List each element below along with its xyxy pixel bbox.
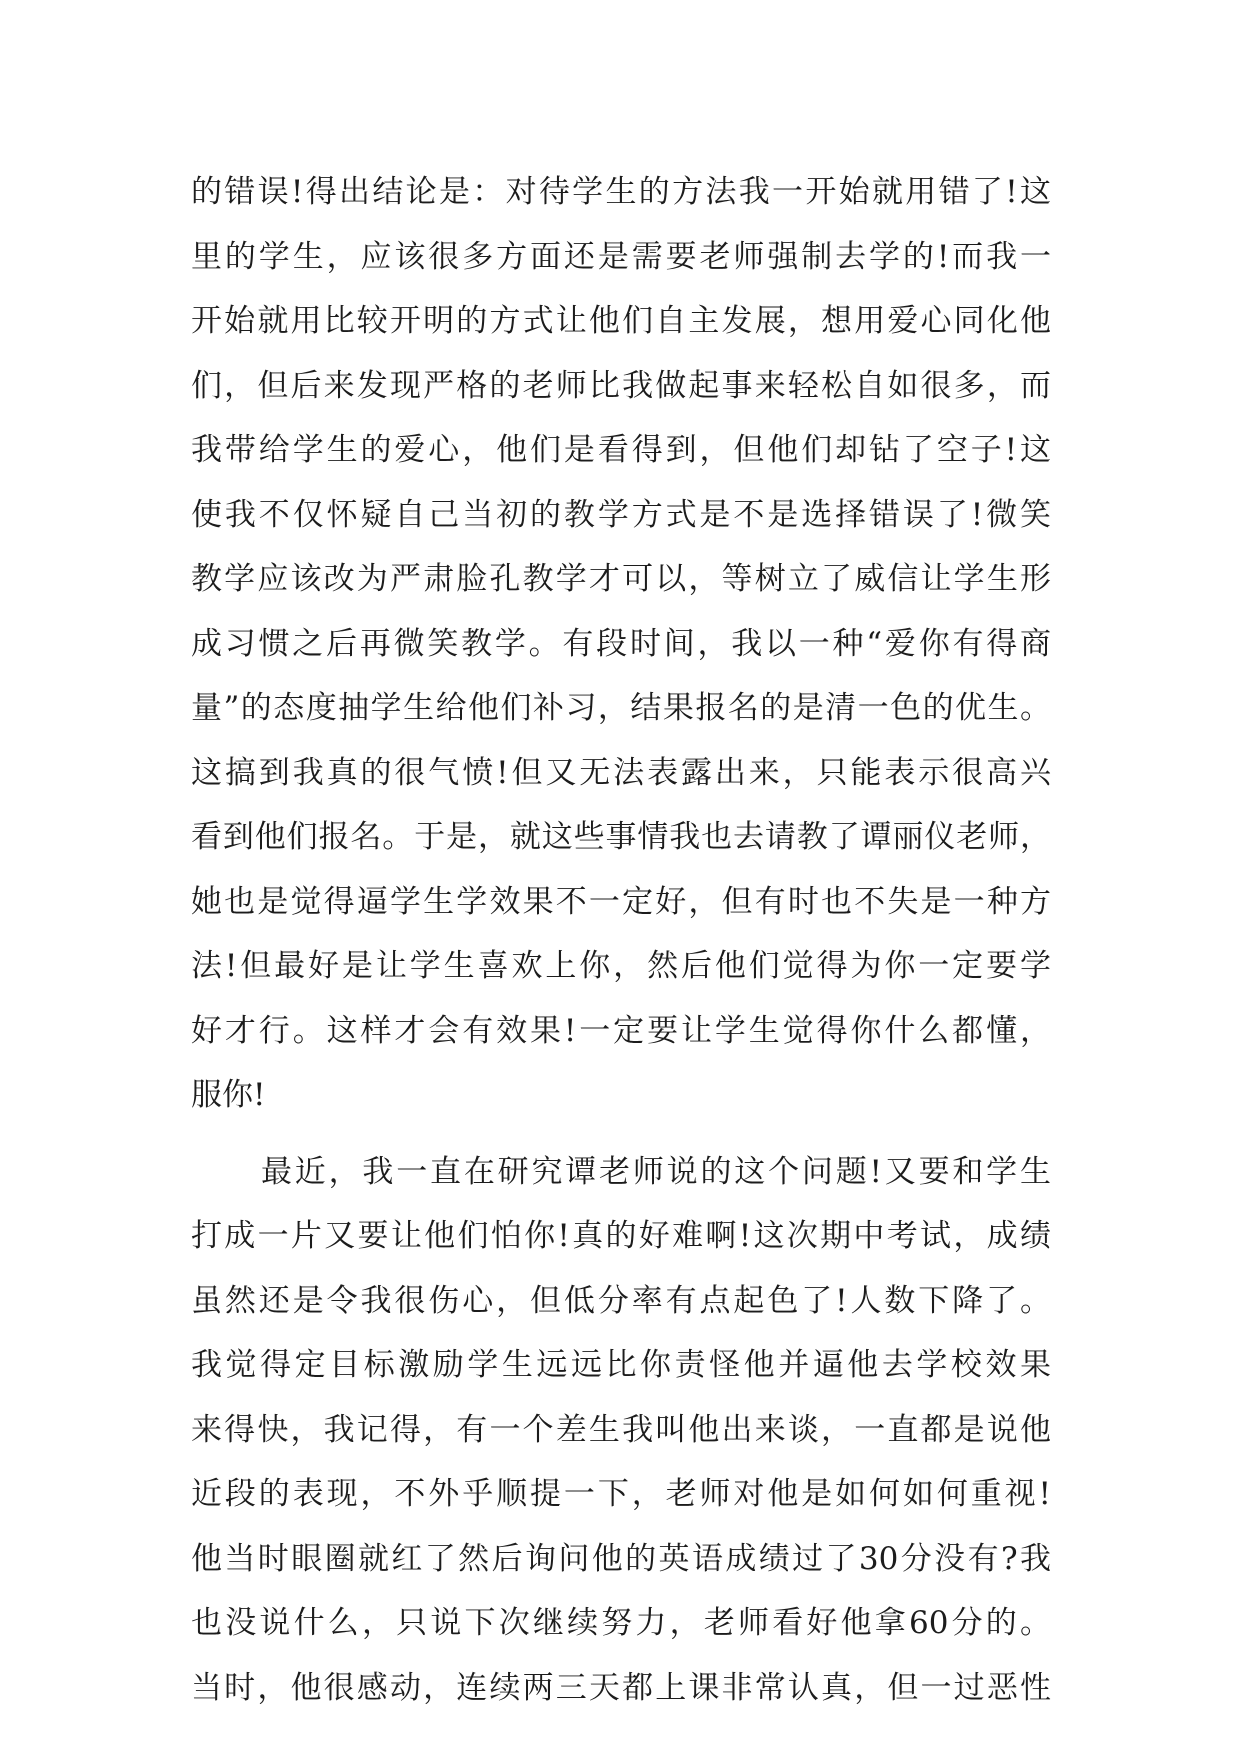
paragraph-spacer — [191, 1128, 1051, 1140]
paragraph-1-line-2: 里的学生，应该很多方面还是需要老师强制去学的!而我一 — [191, 238, 1051, 275]
paragraph-2-line-5: 来得快，我记得，有一个差生我叫他出来谈，一直都是说他 — [191, 1411, 1051, 1448]
paragraph-1-line-8: 成习惯之后再微笑教学。有段时间，我以一种“爱你有得商 — [191, 625, 1051, 662]
paragraph-1-line-9: 量”的态度抽学生给他们补习，结果报名的是清一色的优生。 — [191, 690, 1051, 726]
paragraph-1-line-6: 使我不仅怀疑自己当初的教学方式是不是选择错误了!微笑 — [191, 496, 1051, 533]
paragraph-1-line-1: 的错误!得出结论是：对待学生的方法我一开始就用错了!这 — [191, 174, 1051, 210]
paragraph-2-line-2: 打成一片又要让他们怕你!真的好难啊!这次期中考试，成绩 — [191, 1218, 1051, 1254]
paragraph-1-line-3: 开始就用比较开明的方式让他们自主发展，想用爱心同化他 — [191, 303, 1051, 339]
paragraph-2-line-7: 他当时眼圈就红了然后询问他的英语成绩过了30分没有?我 — [191, 1540, 1051, 1577]
document-body — [191, 160, 1051, 1720]
paragraph-1-line-13: 法!但最好是让学生喜欢上你，然后他们觉得为你一定要学 — [191, 948, 1051, 984]
paragraph-1-line-14: 好才行。这样才会有效果!一定要让学生觉得你什么都懂， — [191, 1012, 1051, 1049]
paragraph-2-line-1: 最近，我一直在研究谭老师说的这个问题!又要和学生 — [261, 1153, 1051, 1190]
paragraph-2-line-8: 也没说什么，只说下次继续努力，老师看好他拿60分的。 — [191, 1605, 1051, 1641]
paragraph-1-line-5: 我带给学生的爱心，他们是看得到，但他们却钻了空子!这 — [191, 432, 1051, 468]
paragraph-1-line-7: 教学应该改为严肃脸孔教学才可以，等树立了威信让学生形 — [191, 561, 1051, 597]
paragraph-1-line-4: 们，但后来发现严格的老师比我做起事来轻松自如很多，而 — [191, 367, 1051, 404]
paragraph-2-line-4: 我觉得定目标激励学生远远比你责怪他并逼他去学校效果 — [191, 1347, 1051, 1383]
paragraph-1-line-11: 看到他们报名。于是，就这些事情我也去请教了谭丽仪老师， — [191, 819, 1051, 855]
paragraph-2-line-6: 近段的表现，不外乎顺提一下，老师对他是如何如何重视! — [191, 1476, 1051, 1512]
paragraph-1-line-10: 这搞到我真的很气愤!但又无法表露出来，只能表示很高兴 — [191, 754, 1051, 791]
paragraph-1-line-12: 她也是觉得逼学生学效果不一定好，但有时也不失是一种方 — [191, 883, 1051, 920]
paragraph-2-line-3: 虽然还是令我很伤心，但低分率有点起色了!人数下降了。 — [191, 1282, 1051, 1319]
paragraph-1-line-15: 服你! — [191, 1077, 266, 1113]
paragraph-2-line-9: 当时，他很感动，连续两三天都上课非常认真，但一过恶性 — [191, 1669, 1051, 1706]
